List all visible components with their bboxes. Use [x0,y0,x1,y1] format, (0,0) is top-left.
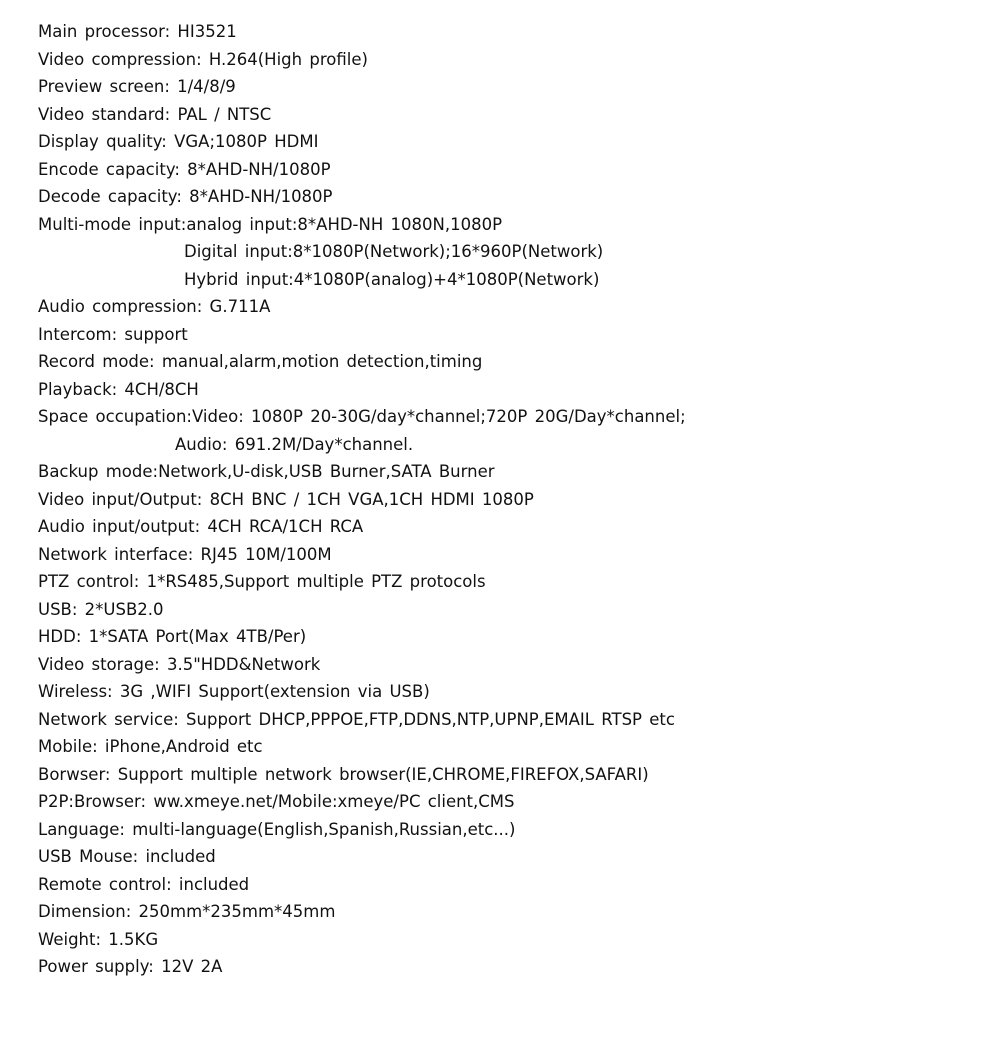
spec-dimension: Dimension: 250mm*235mm*45mm [38,902,336,921]
spec-multi-mode-input: Multi-mode input:analog input:8*AHD-NH 1080N,1080P [38,214,503,234]
spec-audio-compression: Audio compression: G.711A [38,297,271,316]
spec-digital-input: Digital input:8*1080P(Network);16*960P(Network) [184,242,604,261]
spec-network-service: Network service: Support DHCP,PPPOE,FTP,DDNS,NTP,UPNP,EMAIL RTSP etc [38,709,675,729]
spec-decode-capacity: Decode capacity: 8*AHD-NH/1080P [38,187,333,206]
spec-playback: Playback: 4CH/8CH [38,379,199,399]
spec-weight: Weight: 1.5KG [38,929,159,949]
spec-remote-control: Remote control: included [38,874,250,894]
spec-browser: Borwser: Support multiple network browser(IE,CHROME,FIREFOX,SAFARI) [38,764,649,784]
spec-intercom: Intercom: support [38,324,188,344]
spec-space-occupation-audio: Audio: 691.2M/Day*channel. [175,434,414,454]
spec-ptz-control: PTZ control: 1*RS485,Support multiple PTZ protocols [38,572,486,591]
spec-hybrid-input: Hybrid input:4*1080P(analog)+4*1080P(Network) [184,269,600,289]
spec-audio-io: Audio input/output: 4CH RCA/1CH RCA [38,517,364,536]
spec-video-standard: Video standard: PAL / NTSC [38,104,272,124]
spec-space-occupation: Space occupation:Video: 1080P 20-30G/day*channel;720P 20G/Day*channel; [38,407,686,426]
spec-encode-capacity: Encode capacity: 8*AHD-NH/1080P [38,159,331,179]
spec-video-compression: Video compression: H.264(High profile) [38,49,368,69]
spec-network-interface: Network interface: RJ45 10M/100M [38,544,332,564]
spec-power-supply: Power supply: 12V 2A [38,957,223,976]
spec-video-storage: Video storage: 3.5"HDD&Network [38,654,321,674]
spec-main-processor: Main processor: HI3521 [38,22,237,41]
spec-hdd: HDD: 1*SATA Port(Max 4TB/Per) [38,627,307,646]
spec-video-io: Video input/Output: 8CH BNC / 1CH VGA,1CH HDMI 1080P [38,489,534,509]
spec-record-mode: Record mode: manual,alarm,motion detection,timing [38,352,483,371]
spec-list [38,18,978,981]
spec-language: Language: multi-language(English,Spanish,Russian,etc...) [38,819,516,839]
spec-preview-screen: Preview screen: 1/4/8/9 [38,77,236,96]
spec-usb: USB: 2*USB2.0 [38,599,164,619]
spec-display-quality: Display quality: VGA;1080P HDMI [38,132,319,151]
spec-usb-mouse: USB Mouse: included [38,847,216,866]
spec-mobile: Mobile: iPhone,Android etc [38,737,263,756]
spec-p2p: P2P:Browser: ww.xmeye.net/Mobile:xmeye/PC client,CMS [38,792,515,811]
spec-wireless: Wireless: 3G ,WIFI Support(extension via USB) [38,682,430,701]
spec-backup-mode: Backup mode:Network,U-disk,USB Burner,SATA Burner [38,462,495,481]
